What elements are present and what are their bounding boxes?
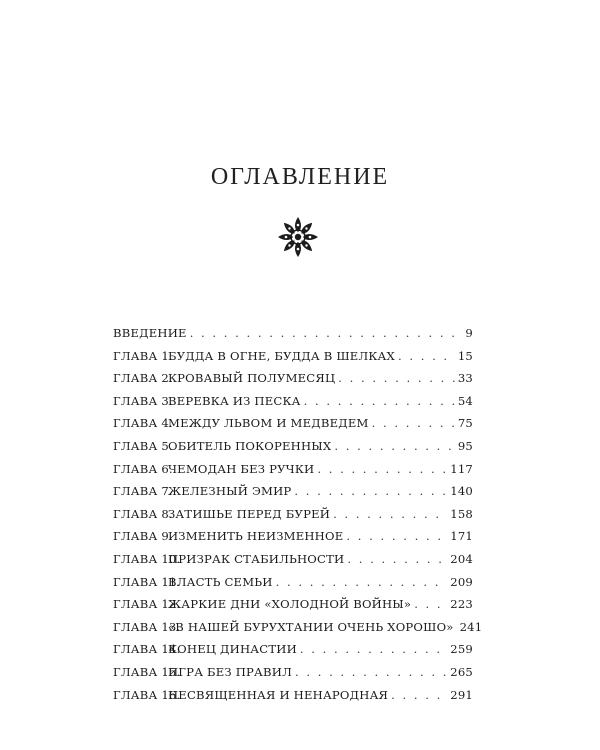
- floral-ornament-icon: [276, 215, 320, 259]
- toc-row-chapter-11[interactable]: [113, 575, 473, 598]
- toc-chapter-title: НЕСВЯЩЕННАЯ И НЕНАРОДНАЯ: [168, 687, 389, 702]
- toc-leader-dots: [372, 416, 455, 430]
- toc-row-chapter-9[interactable]: [113, 529, 473, 552]
- toc-leader-dots: [347, 552, 447, 566]
- toc-row-chapter-3[interactable]: [113, 394, 473, 417]
- toc-chapter-title: «В НАШЕЙ БУРУХТАНИИ ОЧЕНЬ ХОРОШО»: [168, 619, 454, 634]
- toc-chapter-label: ГЛАВА 15.: [113, 664, 181, 679]
- toc-chapter-page: 158: [450, 506, 473, 521]
- toc-chapter-label: ГЛАВА 4.: [113, 416, 173, 431]
- toc-chapter-title: ВЕРЕВКА ИЗ ПЕСКА: [168, 393, 301, 408]
- toc-leader-dots: [300, 642, 447, 656]
- toc-chapter-page: 15: [457, 348, 473, 363]
- toc-chapter-title: ЖЕЛЕЗНЫЙ ЭМИР: [168, 484, 292, 499]
- toc-row-intro[interactable]: [113, 326, 473, 349]
- toc-leader-dots: [190, 326, 463, 340]
- toc-row-chapter-13[interactable]: [113, 619, 483, 643]
- toc-leader-dots: [334, 439, 455, 453]
- toc-chapter-label: ГЛАВА 7.: [113, 484, 173, 499]
- toc-chapter-title: ВЛАСТЬ СЕМЬИ: [168, 574, 273, 589]
- toc-chapter-page: 209: [450, 574, 473, 589]
- toc-leader-dots: [295, 665, 447, 679]
- toc-chapter-label: ГЛАВА 9.: [113, 529, 173, 544]
- toc-row-chapter-4[interactable]: [113, 416, 473, 439]
- toc-chapter-label: ГЛАВА 10.: [113, 551, 181, 566]
- toc-leader-dots: [338, 371, 455, 385]
- toc-chapter-page: 95: [457, 438, 473, 453]
- toc-intro-title: ВВЕДЕНИЕ: [113, 326, 187, 340]
- toc-chapter-title: ИГРА БЕЗ ПРАВИЛ: [168, 664, 292, 679]
- toc-chapter-title: ЧЕМОДАН БЕЗ РУЧКИ: [168, 461, 315, 476]
- toc-chapter-page: 33: [457, 371, 473, 386]
- toc-leader-dots: [414, 597, 447, 611]
- toc-row-chapter-5[interactable]: [113, 439, 473, 462]
- toc-row-chapter-6[interactable]: [113, 462, 473, 485]
- toc-chapter-page: 265: [450, 664, 473, 679]
- toc-intro-page: 9: [465, 326, 473, 340]
- toc-chapter-page: 140: [450, 484, 473, 499]
- toc-chapter-title: БУДДА В ОГНЕ, БУДДА В ШЕЛКАХ: [168, 348, 395, 363]
- toc-chapter-title: КОНЕЦ ДИНАСТИИ: [168, 642, 297, 657]
- toc-leader-dots: [294, 484, 447, 498]
- toc-chapter-label: ГЛАВА 1.: [113, 348, 173, 363]
- toc-leader-dots: [391, 688, 447, 702]
- toc-row-chapter-12[interactable]: [113, 597, 473, 620]
- toc-chapter-page: 171: [450, 529, 473, 544]
- toc-row-chapter-10[interactable]: [113, 552, 473, 575]
- toc-chapter-title: ОБИТЕЛЬ ПОКОРЕННЫХ: [168, 438, 332, 453]
- toc-leader-dots: [276, 575, 448, 589]
- toc-leader-dots: [304, 394, 455, 408]
- toc-chapter-page: 117: [450, 461, 473, 476]
- toc-leader-dots: [317, 462, 447, 476]
- toc-chapter-label: ГЛАВА 11.: [113, 574, 181, 589]
- toc-leader-dots: [346, 529, 447, 543]
- toc-chapter-label: ГЛАВА 12.: [113, 597, 181, 612]
- toc-chapter-page: 75: [457, 416, 473, 431]
- toc-chapter-page: 291: [450, 687, 473, 702]
- toc-chapter-title: КРОВАВЫЙ ПОЛУМЕСЯЦ: [168, 371, 336, 386]
- toc-chapter-label: ГЛАВА 13.: [113, 619, 181, 634]
- toc-chapter-title: ЖАРКИЕ ДНИ «ХОЛОДНОЙ ВОЙНЫ»: [168, 597, 412, 612]
- toc-chapter-page: 223: [450, 597, 473, 612]
- toc-row-chapter-15[interactable]: [113, 665, 473, 688]
- toc-chapter-title: ИЗМЕНИТЬ НЕИЗМЕННОЕ: [168, 529, 344, 544]
- toc-chapter-label: ГЛАВА 3.: [113, 393, 173, 408]
- page-title: ОГЛАВЛЕНИЕ: [210, 164, 390, 190]
- toc-row-chapter-8[interactable]: [113, 507, 473, 530]
- toc-leader-dots: [398, 349, 455, 363]
- toc-chapter-title: ЗАТИШЬЕ ПЕРЕД БУРЕЙ: [168, 506, 331, 521]
- toc-chapter-label: ГЛАВА 8.: [113, 506, 173, 521]
- table-of-contents: [113, 326, 483, 710]
- toc-chapter-label: ГЛАВА 6.: [113, 461, 173, 476]
- toc-row-chapter-7[interactable]: [113, 484, 473, 507]
- toc-row-chapter-16[interactable]: [113, 688, 473, 711]
- toc-chapter-title: ПРИЗРАК СТАБИЛЬНОСТИ: [168, 551, 345, 566]
- toc-chapter-page: 241: [459, 619, 483, 634]
- toc-chapter-label: ГЛАВА 5.: [113, 438, 173, 453]
- toc-chapter-page: 204: [450, 551, 473, 566]
- toc-row-chapter-2[interactable]: [113, 371, 473, 394]
- toc-chapter-label: ГЛАВА 2.: [113, 371, 173, 386]
- toc-chapter-title: МЕЖДУ ЛЬВОМ И МЕДВЕДЕМ: [168, 416, 369, 431]
- toc-chapter-label: ГЛАВА 14.: [113, 642, 181, 657]
- toc-row-chapter-14[interactable]: [113, 642, 473, 665]
- toc-chapter-page: 259: [450, 642, 473, 657]
- toc-chapter-label: ГЛАВА 16.: [113, 687, 181, 702]
- toc-chapter-page: 54: [457, 393, 473, 408]
- toc-leader-dots: [333, 507, 447, 521]
- toc-row-chapter-1[interactable]: [113, 349, 473, 372]
